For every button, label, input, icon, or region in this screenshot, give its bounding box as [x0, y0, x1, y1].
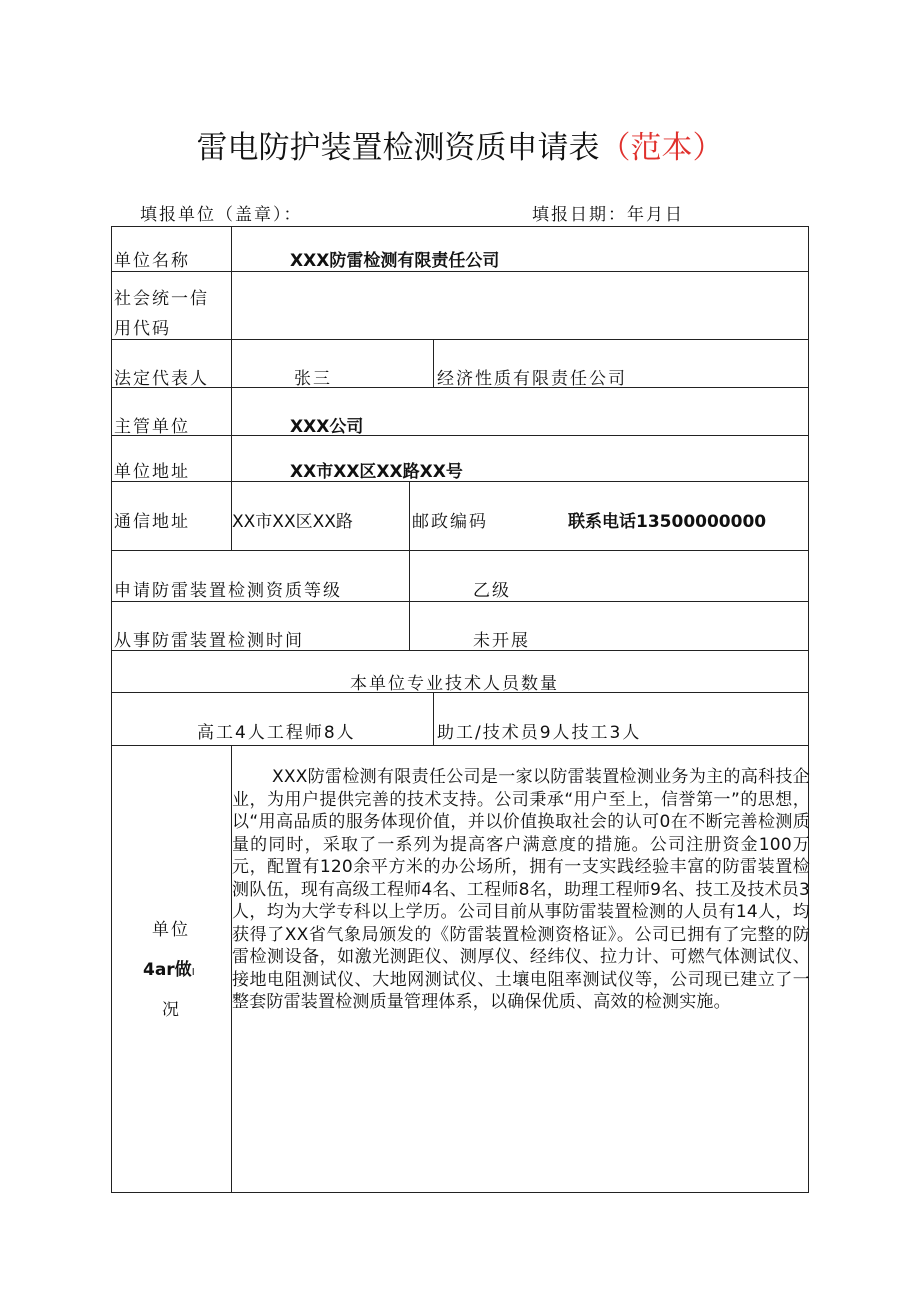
- unit-name-value: XXX防雷检测有限责任公司: [290, 251, 500, 271]
- postcode-label: 邮政编码: [412, 512, 488, 532]
- grade-value: 乙级: [473, 581, 511, 601]
- company-profile-text: XXX防雷检测有限责任公司是一家以防雷装置检测业务为主的高科技企业，为用户提供完善的技术支持。公司秉承“用户至上，信誉第一”的思想，以“用高品质的服务体现价值，并以价值换取社会的认可0在不断完善检测质量的同时，采取了一系列为提高客户满意度的措施。公司注册资金100万元，配置有120余平方米的办公场所，拥有一支实践经验丰富的防雷装置检测队伍，现有高级工程师4名、工程师8名，助理工程师9名、技工及技术员3人，均为大学专科以上学历。公司目前从事防雷装置检测的人员有14人，均获得了XX省气象局颁发的《防雷装置检测资格证》。公司已拥有了完整的防雷检测设备，如激光测距仪、测厚仪、经纬仪、拉力计、可燃气体测试仪、接地电阻测试仪、大地网测试仪、土壤电阻率测试仪等，公司现已建立了一整套防雷装置检测质量管理体系，以确保优质、高效的检测实施。: [232, 767, 810, 1012]
- supervisor-label: 主管单位: [114, 417, 190, 437]
- credit-code-label-line2: 用代码: [114, 319, 171, 339]
- address-value: XX市XX区XX路XX号: [290, 462, 463, 482]
- address-label: 单位地址: [114, 462, 190, 482]
- profile-label-line3: 况: [162, 1000, 181, 1020]
- cell-legal-rep-value[interactable]: [231, 339, 434, 388]
- staff-right-text: 助工/技术员9人技工3人: [437, 723, 642, 743]
- profile-label-line2: [143, 955, 195, 980]
- company-profile-paragraph: [232, 766, 810, 1014]
- cell-time-value[interactable]: [409, 601, 809, 651]
- mail-address-label: 通信地址: [114, 512, 190, 532]
- economic-nature-text: 经济性质有限责任公司: [437, 369, 627, 389]
- legal-rep-label: 法定代表人: [114, 369, 209, 389]
- grade-label: 申请防雷装置检测资质等级: [114, 581, 342, 601]
- title-template-note: （范本）: [599, 130, 724, 166]
- credit-code-label-line1: 社会统一信: [114, 289, 209, 309]
- mail-address-value: XX市XX区XX路: [232, 512, 353, 532]
- time-label: 从事防雷装置检测时间: [114, 631, 304, 651]
- form-title: [0, 122, 920, 167]
- unit-name-label: 单位名称: [114, 251, 190, 271]
- staff-header-text: 本单位专业技术人员数量: [350, 674, 559, 694]
- filling-date-label: 填报日期：年月日: [532, 205, 684, 225]
- legal-rep-value: 张三: [294, 369, 332, 389]
- profile-label-line1: 单位: [152, 920, 190, 940]
- profile-label-sub: I: [191, 967, 195, 978]
- phone-text: 联系电话13500000000: [568, 512, 767, 532]
- supervisor-value: XXX公司: [290, 417, 364, 437]
- filling-unit-label: 填报单位（盖章）：: [140, 205, 303, 225]
- title-text: 雷电防护装置检测资质申请表: [196, 130, 600, 166]
- cell-credit-code-value[interactable]: [231, 271, 809, 340]
- cell-grade-value[interactable]: [409, 550, 809, 602]
- profile-label-main: 4ar做: [143, 960, 192, 980]
- time-value: 未开展: [473, 631, 530, 651]
- staff-left-text: 高工4人工程师8人: [197, 723, 356, 743]
